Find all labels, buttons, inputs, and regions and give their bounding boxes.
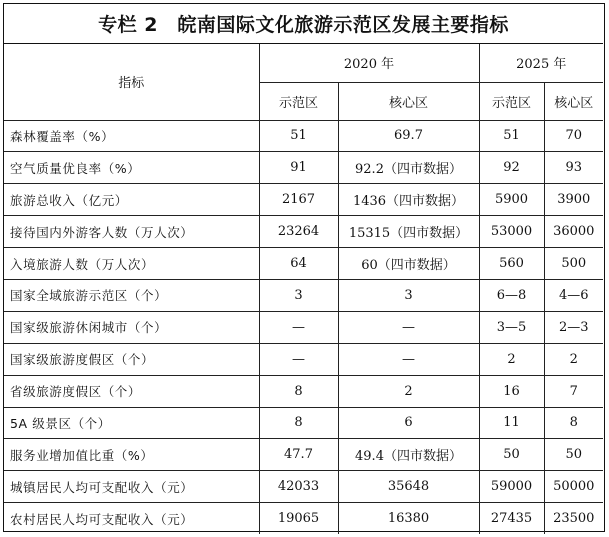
table-row	[4, 279, 603, 311]
value-2025-core: 70	[544, 120, 603, 152]
indicator-name: 森林覆盖率（%）	[4, 120, 259, 152]
value-2025-demo: 50	[479, 439, 544, 471]
value-2025-demo: 11	[479, 407, 544, 439]
value-2025-core: 36000	[544, 216, 603, 248]
value-2020-demo: 8	[259, 407, 338, 439]
value-2025-demo: 53000	[479, 216, 544, 248]
value-2025-core: 23500	[544, 503, 603, 534]
table-row	[4, 216, 603, 248]
value-2025-demo: 2	[479, 343, 544, 375]
value-2020-core: 60（四市数据）	[338, 248, 479, 280]
indicator-name: 国家全域旅游示范区（个）	[4, 279, 259, 311]
value-2020-core: 69.7	[338, 120, 479, 152]
value-2025-core: 50000	[544, 471, 603, 503]
value-2020-core: —	[338, 343, 479, 375]
value-2025-core: 7	[544, 375, 603, 407]
value-2025-demo: 6—8	[479, 279, 544, 311]
value-2025-core: 50	[544, 439, 603, 471]
table-row	[4, 375, 603, 407]
panel-border	[3, 3, 605, 532]
value-2020-demo: 91	[259, 152, 338, 184]
value-2020-core: 2	[338, 375, 479, 407]
indicator-name: 旅游总收入（亿元）	[4, 184, 259, 216]
table-row	[4, 503, 603, 534]
indicator-name: 空气质量优良率（%）	[4, 152, 259, 184]
indicator-table	[4, 44, 603, 534]
value-2020-core: 16380	[338, 503, 479, 534]
table-row	[4, 184, 603, 216]
value-2020-core: 92.2（四市数据）	[338, 152, 479, 184]
table-row	[4, 152, 603, 184]
indicator-name: 城镇居民人均可支配收入（元）	[4, 471, 259, 503]
table-row	[4, 343, 603, 375]
value-2020-demo: 3	[259, 279, 338, 311]
value-2020-demo: —	[259, 311, 338, 343]
indicator-panel	[3, 3, 605, 532]
indicator-name: 农村居民人均可支配收入（元）	[4, 503, 259, 534]
header-indicator: 指标	[4, 44, 259, 120]
value-2025-core: 2—3	[544, 311, 603, 343]
value-2025-demo: 560	[479, 248, 544, 280]
value-2020-demo: 42033	[259, 471, 338, 503]
value-2020-demo: 2167	[259, 184, 338, 216]
value-2020-core: 6	[338, 407, 479, 439]
table-row	[4, 407, 603, 439]
value-2020-demo: 8	[259, 375, 338, 407]
value-2020-demo: 23264	[259, 216, 338, 248]
value-2020-demo: —	[259, 343, 338, 375]
value-2025-core: 4—6	[544, 279, 603, 311]
indicator-name: 国家级旅游度假区（个）	[4, 343, 259, 375]
indicator-name: 接待国内外游客人数（万人次）	[4, 216, 259, 248]
value-2025-demo: 92	[479, 152, 544, 184]
value-2025-core: 8	[544, 407, 603, 439]
indicator-name: 入境旅游人数（万人次）	[4, 248, 259, 280]
value-2020-core: 35648	[338, 471, 479, 503]
indicator-name: 5A 级景区（个）	[4, 407, 259, 439]
value-2020-core: 3	[338, 279, 479, 311]
value-2020-demo: 47.7	[259, 439, 338, 471]
header-2020-demo: 示范区	[259, 82, 338, 120]
value-2025-core: 500	[544, 248, 603, 280]
value-2025-core: 93	[544, 152, 603, 184]
indicator-name: 省级旅游度假区（个）	[4, 375, 259, 407]
value-2025-demo: 5900	[479, 184, 544, 216]
table-row	[4, 439, 603, 471]
value-2025-core: 3900	[544, 184, 603, 216]
value-2020-demo: 51	[259, 120, 338, 152]
header-2020-core: 核心区	[338, 82, 479, 120]
header-2025-core: 核心区	[544, 82, 603, 120]
value-2020-core: 1436（四市数据）	[338, 184, 479, 216]
table-row	[4, 120, 603, 152]
header-2025: 2025 年	[479, 44, 603, 82]
value-2025-core: 2	[544, 343, 603, 375]
value-2020-core: 15315（四市数据）	[338, 216, 479, 248]
table-row	[4, 471, 603, 503]
table-row	[4, 311, 603, 343]
header-2020: 2020 年	[259, 44, 479, 82]
header-row-years	[4, 44, 603, 82]
value-2020-core: —	[338, 311, 479, 343]
table-row	[4, 248, 603, 280]
value-2025-demo: 51	[479, 120, 544, 152]
indicator-name: 国家级旅游休闲城市（个）	[4, 311, 259, 343]
value-2025-demo: 59000	[479, 471, 544, 503]
header-2025-demo: 示范区	[479, 82, 544, 120]
value-2020-demo: 64	[259, 248, 338, 280]
value-2025-demo: 3—5	[479, 311, 544, 343]
panel-title: 专栏 2 皖南国际文化旅游示范区发展主要指标	[4, 4, 603, 44]
value-2020-demo: 19065	[259, 503, 338, 534]
value-2025-demo: 27435	[479, 503, 544, 534]
value-2020-core: 49.4（四市数据）	[338, 439, 479, 471]
indicator-name: 服务业增加值比重（%）	[4, 439, 259, 471]
value-2025-demo: 16	[479, 375, 544, 407]
